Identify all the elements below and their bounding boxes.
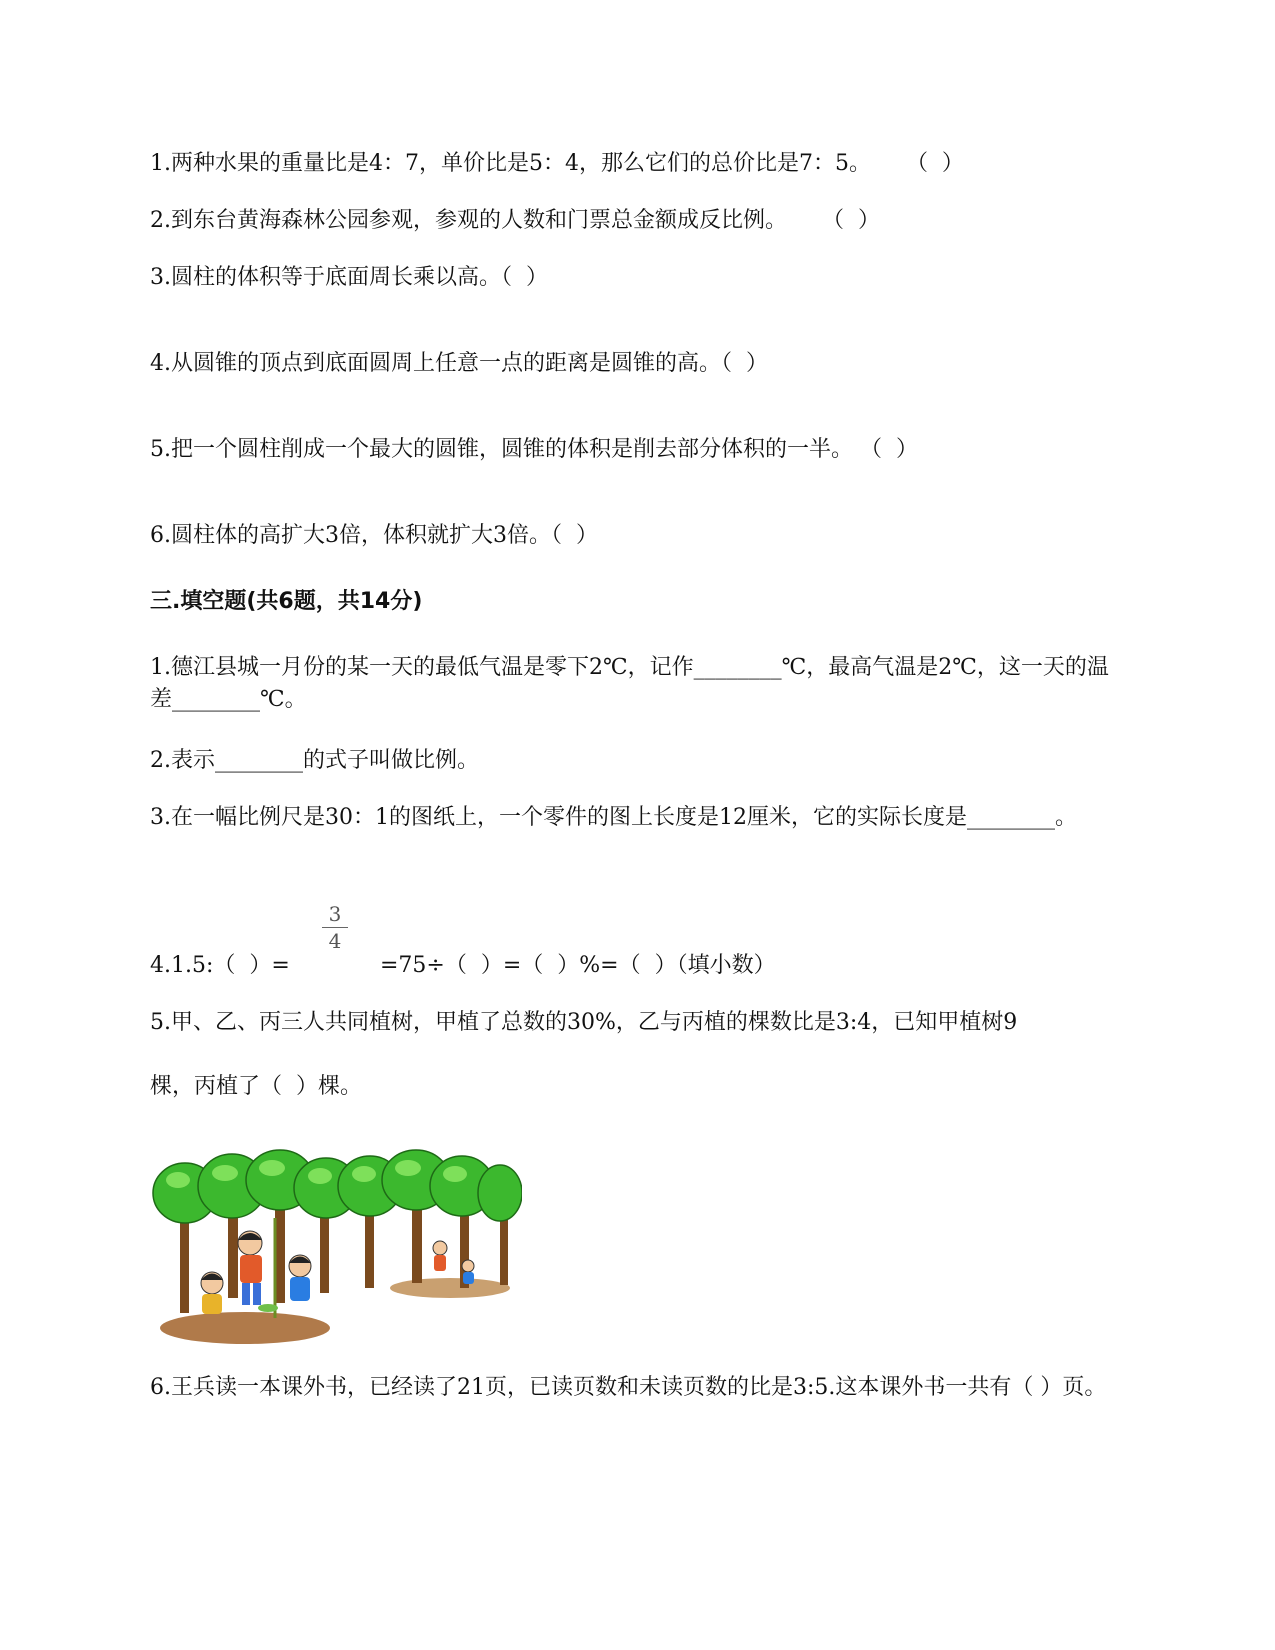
- fill-question-3: 3.在一幅比例尺是30：1的图纸上，一个零件的图上长度是12厘米，它的实际长度是________。: [150, 805, 1077, 830]
- fraction-denominator: 4: [328, 929, 342, 953]
- judge-question-6: 6.圆柱体的高扩大3倍，体积就扩大3倍。（ ）: [150, 523, 598, 548]
- fill-question-5-line1: 5.甲、乙、丙三人共同植树，甲植了总数的30%，乙与丙植的棵数比是3:4，已知甲植树9: [150, 1010, 1018, 1035]
- fraction-bar: [322, 927, 348, 928]
- fraction: [322, 903, 348, 952]
- fill-question-6: 6.王兵读一本课外书，已经读了21页，已读页数和未读页数的比是3:5.这本课外书一共有（ ）页。: [150, 1375, 1107, 1400]
- fill-question-1: 1.德江县城一月份的某一天的最低气温是零下2℃，记作________℃，最高气温是2℃，这一天的温差________℃。: [150, 655, 1109, 712]
- fraction-numerator: 3: [328, 902, 342, 926]
- fill-question-4-prefix: 4.1.5:（ ）=: [150, 953, 290, 978]
- section-heading: 三.填空题(共6题，共14分): [150, 589, 423, 614]
- fill-question-5-line2: 棵，丙植了（ ）棵。: [150, 1074, 362, 1099]
- judge-question-5: 5.把一个圆柱削成一个最大的圆锥，圆锥的体积是削去部分体积的一半。 （ ）: [150, 437, 918, 462]
- judge-question-1: 1.两种水果的重量比是4：7，单价比是5：4，那么它们的总价比是7：5。 （ ）: [150, 151, 964, 176]
- fill-question-2: 2.表示________的式子叫做比例。: [150, 748, 479, 773]
- tree-planting-illustration: [150, 1148, 522, 1348]
- judge-question-4: 4.从圆锥的顶点到底面圆周上任意一点的距离是圆锥的高。（ ）: [150, 351, 768, 376]
- judge-question-2: 2.到东台黄海森林公园参观，参观的人数和门票总金额成反比例。 （ ）: [150, 208, 880, 233]
- fill-question-4-suffix: =75÷（ ）=（ ）%=（ ）（填小数）: [380, 953, 776, 978]
- judge-question-3: 3.圆柱的体积等于底面周长乘以高。（ ）: [150, 265, 548, 290]
